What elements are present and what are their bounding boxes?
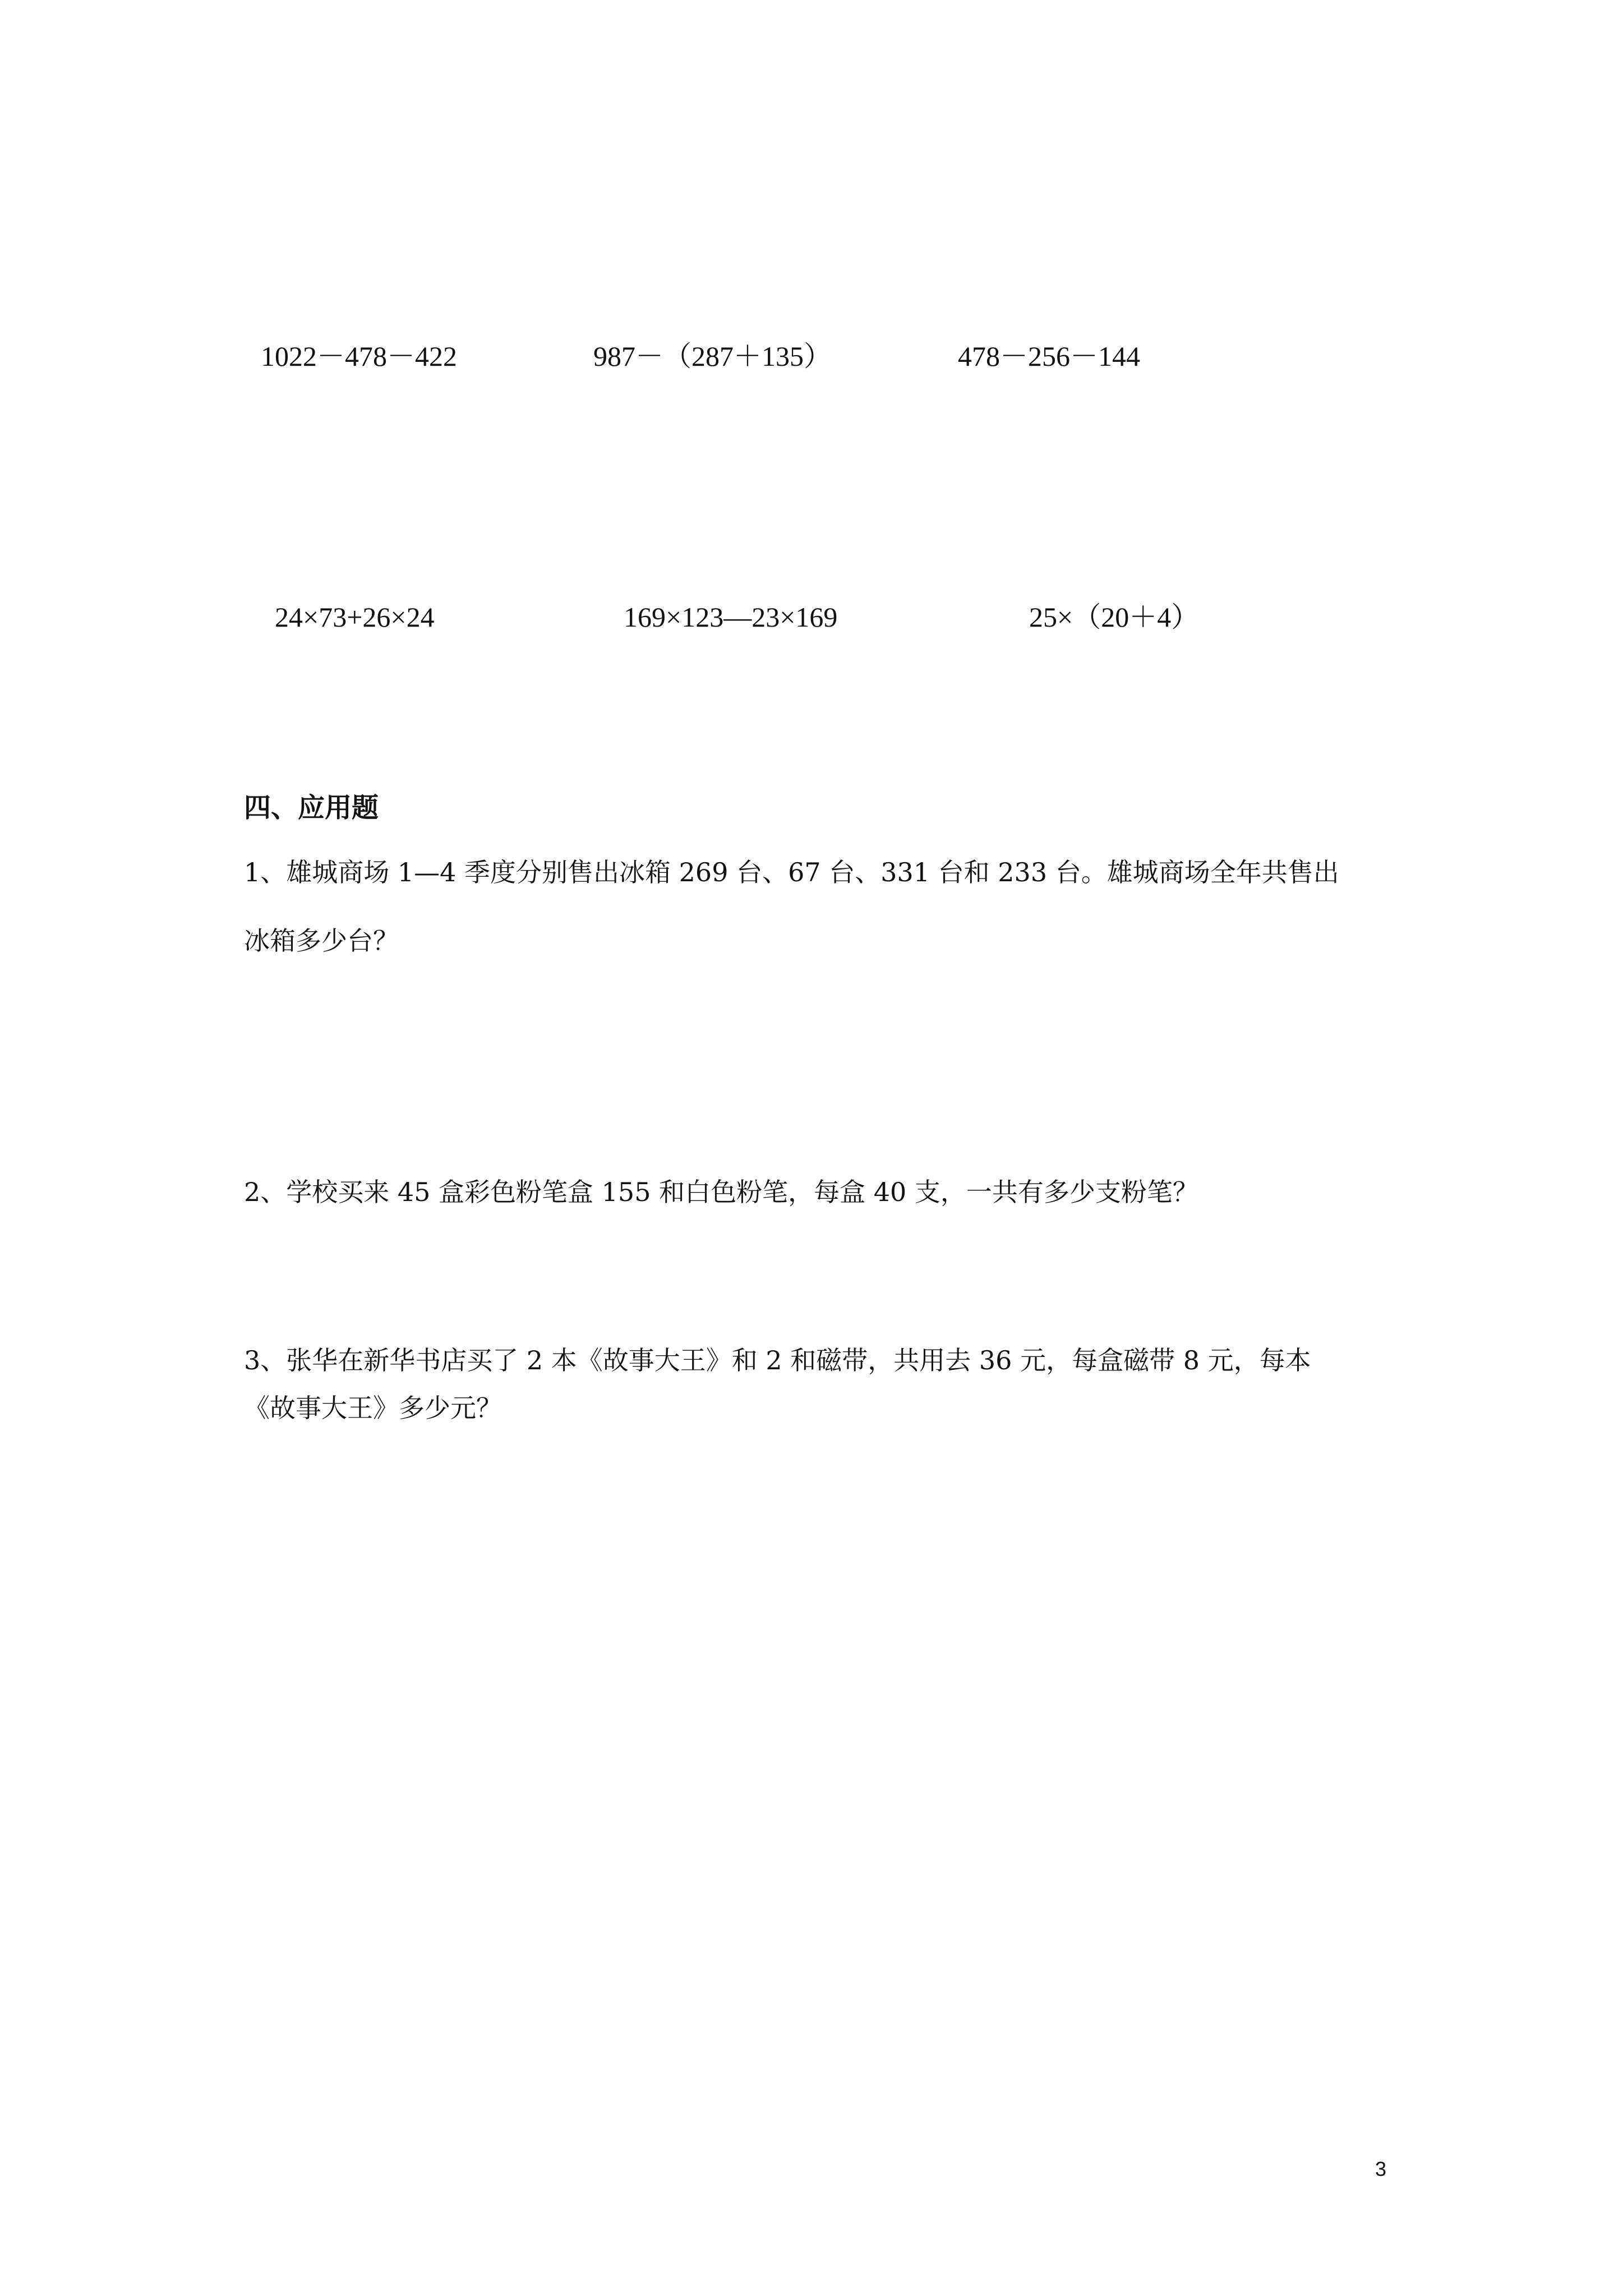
calc-expression-1: 1022－478－422 (261, 341, 457, 372)
word-problem-2 (244, 1175, 1399, 1209)
word-problem-3 (244, 1343, 1399, 1425)
calc-expression-2: 987－（287＋135） (593, 341, 832, 372)
calc-expression-5: 169×123—23×169 (624, 601, 838, 633)
problem-line: 1、雄城商场 1—4 季度分别售出冰箱 269 台、67 台、331 台和 233 台。雄城商场全年共售出 (244, 857, 1339, 887)
calc-expression-4: 24×73+26×24 (275, 601, 435, 633)
problem-line: 冰箱多少台？ (244, 926, 399, 956)
page-number: 3 (1375, 2157, 1387, 2180)
problem-line: 3、张华在新华书店买了 2 本《故事大王》和 2 和磁带，共用去 36 元，每盒磁带 8 元，每本 (244, 1345, 1311, 1375)
section-title: 四、应用题 (244, 792, 379, 823)
calc-expression-3: 478－256－144 (958, 341, 1140, 372)
calc-expression-6: 25×（20＋4） (1029, 601, 1200, 633)
problem-line: 2、学校买来 45 盒彩色粉笔盒 155 和白色粉笔，每盒 40 支，一共有多少支粉笔？ (244, 1177, 1198, 1207)
problem-line: 《故事大王》多少元？ (244, 1393, 502, 1423)
word-problem-1 (244, 855, 1399, 958)
